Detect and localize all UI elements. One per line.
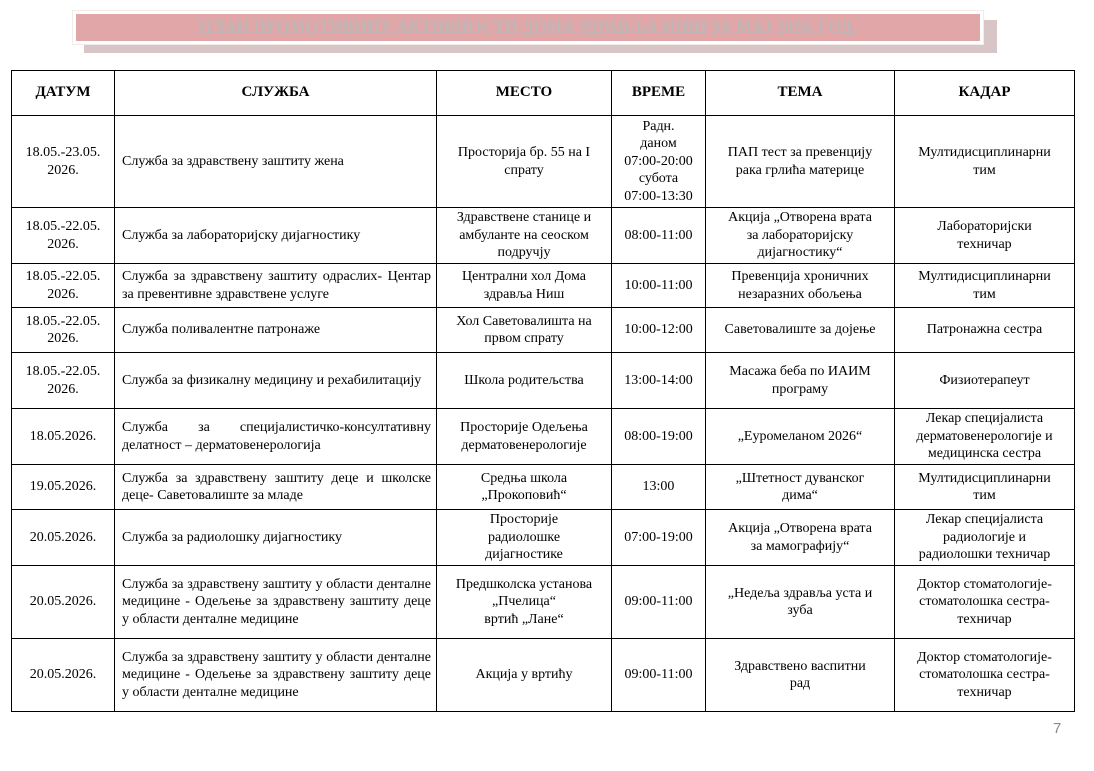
cell-date-line: 20.05.2026. xyxy=(29,667,97,683)
cell-place xyxy=(437,510,612,566)
column-header-staff: КАДАР xyxy=(895,71,1075,116)
cell-service: Служба за здравствену заштиту у области денталне медицине - Одељење за здравствену заштиту деце у области денталне медицине xyxy=(115,566,437,639)
cell-staff-line: Лабораторијски xyxy=(937,219,1032,234)
table-row xyxy=(12,409,1075,465)
cell-date xyxy=(12,264,115,308)
cell-staff xyxy=(895,308,1075,353)
column-header-date: ДАТУМ xyxy=(12,71,115,116)
cell-place xyxy=(437,264,612,308)
cell-date xyxy=(12,116,115,208)
table-row xyxy=(12,264,1075,308)
cell-staff xyxy=(895,566,1075,639)
cell-topic-line: за мамографију“ xyxy=(750,538,850,554)
cell-date-line: 18.05.-22.05. xyxy=(25,269,101,284)
cell-topic-line: рака грлића материце xyxy=(735,162,865,178)
cell-time-line: 08:00-19:00 xyxy=(624,428,693,444)
cell-staff-line: техничар xyxy=(957,684,1012,700)
cell-topic xyxy=(706,308,895,353)
cell-time-line: 10:00-11:00 xyxy=(624,277,693,293)
cell-place-line: Хол Саветовалишта на xyxy=(456,313,592,329)
cell-place-line: Школа родитељства xyxy=(464,372,584,388)
cell-topic-line: „Штетност дуванског xyxy=(735,470,865,486)
page-title: ПЛАН ПРОМОТИВНИХ АКТИВНОСТИ ДОМА ЗДРАВЉА НИШ ЗА МАЈ 2026. ГОД. xyxy=(199,16,857,38)
cell-place xyxy=(437,353,612,409)
cell-place-line: Предшколска установа xyxy=(455,576,593,592)
cell-time-line: 13:00-14:00 xyxy=(624,372,693,388)
cell-staff-line: дерматовенерологије и xyxy=(916,428,1053,444)
cell-time-line: Радн. xyxy=(642,118,675,134)
cell-date xyxy=(12,409,115,465)
cell-time xyxy=(612,308,706,353)
table-row xyxy=(12,566,1075,639)
cell-date xyxy=(12,566,115,639)
cell-time-line: 07:00-20:00 xyxy=(624,153,693,169)
cell-topic xyxy=(706,639,895,712)
cell-topic-line: рад xyxy=(789,676,811,691)
cell-staff-line: Физиотерапеут xyxy=(939,372,1030,388)
cell-date-line: 18.05.-23.05. xyxy=(25,145,101,160)
cell-time-line: 07:00-13:30 xyxy=(624,188,693,204)
cell-staff-line: радиолошки техничар xyxy=(918,547,1051,563)
cell-time-line: 09:00-11:00 xyxy=(624,594,693,610)
cell-staff-line: медицинска сестра xyxy=(927,446,1042,462)
cell-staff xyxy=(895,639,1075,712)
cell-service: Служба за лабораторијску дијагностику xyxy=(115,208,437,264)
cell-time-line: даном xyxy=(640,136,677,152)
cell-topic-line: Саветовалиште за дојење xyxy=(724,322,876,338)
cell-time xyxy=(612,353,706,409)
column-header-place: МЕСТО xyxy=(437,71,612,116)
cell-topic-line: „Еуромеланом 2026“ xyxy=(737,428,863,444)
table-header-row xyxy=(12,71,1075,116)
cell-place-line: дијагностике xyxy=(485,547,563,563)
cell-place xyxy=(437,566,612,639)
cell-time xyxy=(612,639,706,712)
cell-service: Служба за здравствену заштиту у области денталне медицине - Одељење за здравствену заштиту деце у области денталне медицине xyxy=(115,639,437,712)
cell-place xyxy=(437,409,612,465)
cell-staff-line: Мултидисциплинарни xyxy=(918,470,1051,486)
cell-topic-line: Акција „Отворена врата xyxy=(728,210,872,226)
cell-date-line: 18.05.-22.05. xyxy=(25,219,101,234)
cell-staff-line: Мултидисциплинарни xyxy=(918,269,1051,284)
cell-staff-line: Патронажна сестра xyxy=(926,322,1043,338)
cell-time xyxy=(612,409,706,465)
cell-staff xyxy=(895,116,1075,208)
table-row xyxy=(12,465,1075,510)
cell-place-line: вртић „Лане“ xyxy=(484,611,564,627)
cell-time-line: 13:00 xyxy=(642,479,675,495)
cell-place-line: „Прокоповић“ xyxy=(481,488,567,503)
cell-service: Служба за здравствену заштиту одраслих- Центар за превентивне здравствене услуге xyxy=(115,264,437,308)
cell-topic xyxy=(706,264,895,308)
cell-topic-line: Превенција хроничних xyxy=(731,269,869,284)
cell-place-line: Акција у вртићу xyxy=(475,667,573,683)
cell-topic xyxy=(706,510,895,566)
cell-topic xyxy=(706,116,895,208)
cell-topic-line: Масажа беба по ИАИМ xyxy=(729,364,871,379)
cell-time-line: 10:00-12:00 xyxy=(624,322,693,338)
cell-place-line: Просторија бр. 55 на I xyxy=(457,145,591,160)
cell-place-line: дерматовенерологије xyxy=(461,437,587,453)
cell-service: Служба за здравствену заштиту деце и школске деце- Саветовалиште за младе xyxy=(115,465,437,510)
cell-staff xyxy=(895,264,1075,308)
table-row xyxy=(12,639,1075,712)
cell-topic xyxy=(706,409,895,465)
column-header-service: СЛУЖБА xyxy=(115,71,437,116)
cell-time xyxy=(612,566,706,639)
cell-date xyxy=(12,208,115,264)
cell-place xyxy=(437,208,612,264)
cell-date-line: 18.05.-22.05. xyxy=(25,364,101,379)
cell-service: Служба за здравствену заштиту жена xyxy=(115,116,437,208)
cell-place xyxy=(437,639,612,712)
cell-place-line: здравља Ниш xyxy=(483,286,565,302)
cell-staff-line: стоматолошка сестра- xyxy=(919,594,1050,610)
cell-staff-line: Лекар специјалиста xyxy=(925,512,1044,528)
table-row xyxy=(12,510,1075,566)
cell-topic xyxy=(706,208,895,264)
cell-date-line: 2026. xyxy=(47,286,79,302)
cell-staff-line: радиологије и xyxy=(943,529,1026,545)
cell-date-line: 2026. xyxy=(47,236,79,252)
cell-service: Служба поливалентне патронаже xyxy=(115,308,437,353)
table-row xyxy=(12,308,1075,353)
table-row xyxy=(12,116,1075,208)
cell-staff-line: Лекар специјалиста xyxy=(925,411,1044,427)
cell-date-line: 20.05.2026. xyxy=(29,529,97,545)
cell-place-line: подручју xyxy=(497,245,551,261)
cell-date-line: 2026. xyxy=(47,162,79,178)
cell-time xyxy=(612,208,706,264)
cell-date-line: 19.05.2026. xyxy=(29,479,97,495)
cell-date-line: 2026. xyxy=(47,331,79,346)
cell-staff xyxy=(895,208,1075,264)
cell-place xyxy=(437,465,612,510)
cell-staff-line: техничар xyxy=(957,611,1012,627)
table-row xyxy=(12,353,1075,409)
cell-place-line: Централни хол Дома xyxy=(462,269,586,284)
cell-staff-line: Мултидисциплинарни xyxy=(918,145,1051,160)
cell-place-line: Средња школа xyxy=(480,470,568,486)
cell-time xyxy=(612,510,706,566)
cell-topic xyxy=(706,353,895,409)
cell-date xyxy=(12,510,115,566)
cell-service: Служба за радиолошку дијагностику xyxy=(115,510,437,566)
column-header-time: ВРЕМЕ xyxy=(612,71,706,116)
cell-place-line: спрату xyxy=(504,162,544,178)
cell-date-line: 18.05.-22.05. xyxy=(25,313,101,329)
cell-time-line: 07:00-19:00 xyxy=(624,529,693,545)
cell-place-line: Просторије Одељења xyxy=(460,420,588,435)
cell-date xyxy=(12,465,115,510)
cell-place-line: амбуланте на сеоском xyxy=(459,227,589,243)
table-body xyxy=(12,116,1075,712)
cell-topic-line: дима“ xyxy=(782,488,818,503)
cell-date xyxy=(12,308,115,353)
column-header-topic: ТЕМА xyxy=(706,71,895,116)
cell-topic xyxy=(706,566,895,639)
cell-place-line: радиолошке xyxy=(487,529,561,545)
cell-place xyxy=(437,116,612,208)
cell-date-line: 2026. xyxy=(47,381,79,397)
cell-date-line: 18.05.2026. xyxy=(29,428,97,444)
cell-topic xyxy=(706,465,895,510)
title-banner xyxy=(73,11,983,44)
cell-topic-line: „Недеља здравља уста и xyxy=(727,585,873,601)
cell-date xyxy=(12,639,115,712)
cell-time-line: субота xyxy=(638,171,679,187)
cell-place-line: Здравствене станице и xyxy=(456,210,592,226)
cell-service: Служба за физикалну медицину и рехабилитацију xyxy=(115,353,437,409)
cell-topic-line: програму xyxy=(771,381,829,397)
activities-table xyxy=(11,70,1075,712)
cell-date-line: 20.05.2026. xyxy=(29,594,97,610)
cell-time xyxy=(612,116,706,208)
cell-time xyxy=(612,465,706,510)
cell-staff xyxy=(895,510,1075,566)
cell-place-line: првом спрату xyxy=(484,331,564,346)
cell-topic-line: Акција „Отворена врата xyxy=(728,521,872,536)
cell-staff xyxy=(895,409,1075,465)
cell-staff-line: тим xyxy=(973,286,996,302)
cell-staff-line: Доктор стоматологије- xyxy=(917,649,1052,665)
cell-topic-line: ПАП тест за превенцију xyxy=(727,145,873,160)
cell-place xyxy=(437,308,612,353)
cell-staff xyxy=(895,353,1075,409)
cell-topic-line: за лабораторијску xyxy=(746,227,854,243)
table-row xyxy=(12,208,1075,264)
cell-date xyxy=(12,353,115,409)
cell-staff-line: тим xyxy=(973,488,996,503)
cell-staff-line: техничар xyxy=(957,236,1012,252)
cell-staff-line: стоматолошка сестра- xyxy=(919,667,1050,683)
page-number: 7 xyxy=(1053,720,1062,737)
cell-topic-line: Здравствено васпитни xyxy=(734,658,866,674)
cell-staff-line: тим xyxy=(973,162,996,178)
cell-time-line: 09:00-11:00 xyxy=(624,667,693,683)
cell-staff-line: Доктор стоматологије- xyxy=(917,576,1052,592)
cell-place-line: „Пчелица“ xyxy=(492,594,556,610)
cell-topic-line: незаразних обољења xyxy=(738,286,862,302)
cell-topic-line: зуба xyxy=(787,603,813,618)
cell-service: Служба за специјалистичко-консултативну делатност – дерматовенерологија xyxy=(115,409,437,465)
cell-staff xyxy=(895,465,1075,510)
cell-time xyxy=(612,264,706,308)
cell-place-line: Просторије xyxy=(489,512,559,528)
cell-time-line: 08:00-11:00 xyxy=(624,227,693,243)
cell-topic-line: дијагностику“ xyxy=(757,245,843,261)
